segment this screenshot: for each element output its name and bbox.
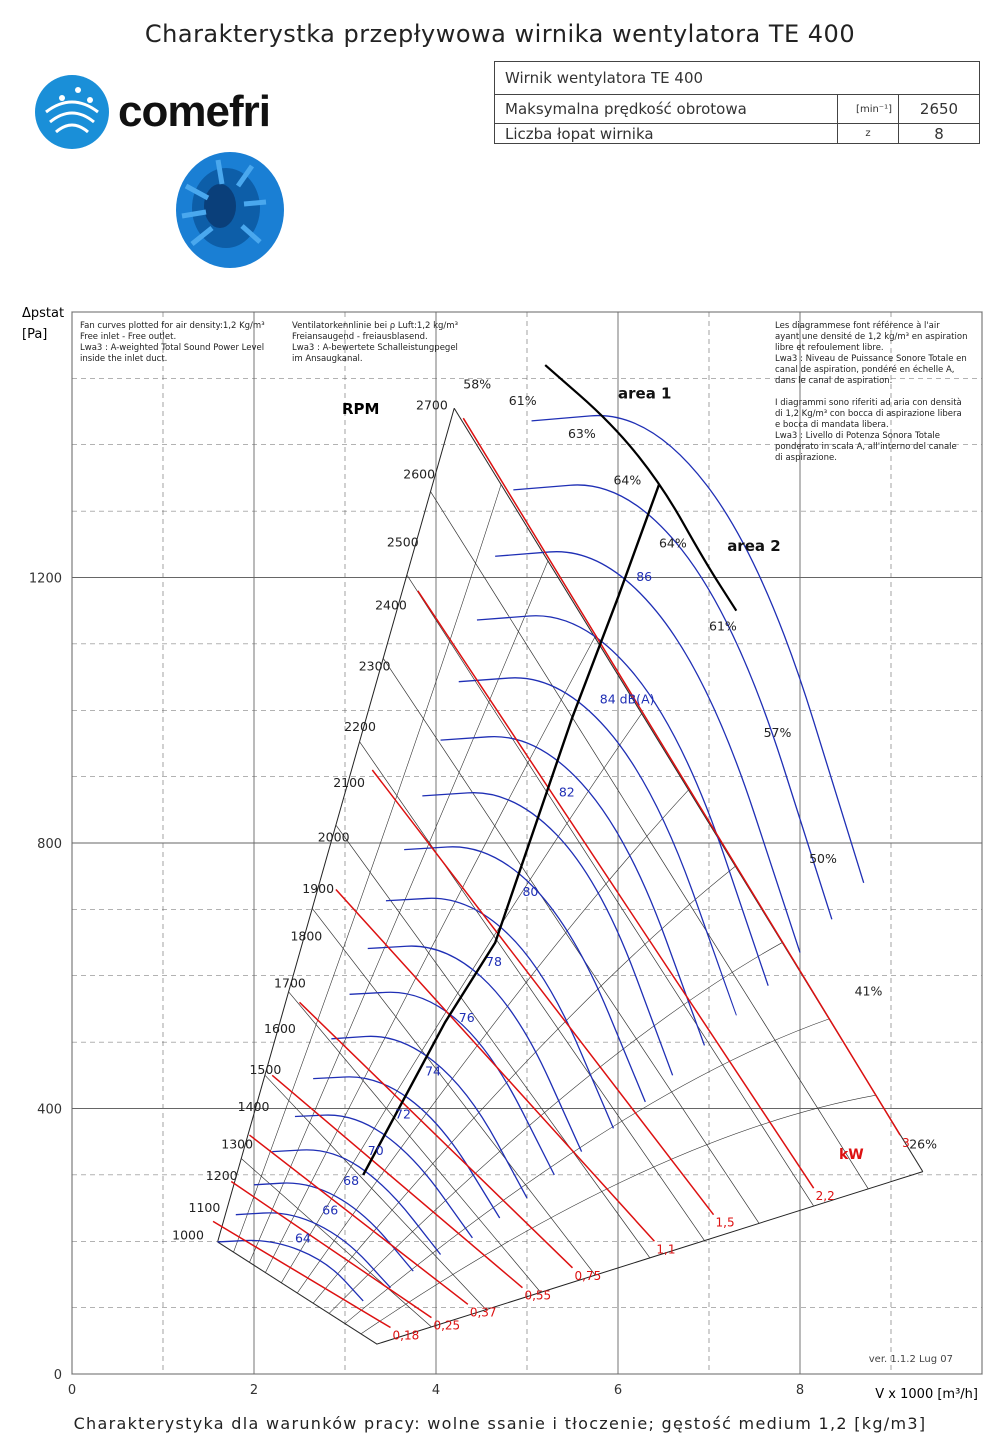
power-label: 1,1 — [656, 1242, 676, 1257]
efficiency-label: 41% — [854, 983, 883, 999]
note-en — [80, 321, 265, 364]
envelope-edge — [218, 408, 455, 1242]
note-it-line: di aspirazione. — [775, 453, 837, 463]
efficiency-ray — [407, 575, 814, 1206]
version-label: ver. 1.1.2 Lug 07 — [868, 1354, 953, 1365]
sound-level-label: 72 — [395, 1106, 411, 1122]
power-line — [249, 1135, 467, 1304]
x-tick-label: 8 — [795, 1383, 805, 1398]
y-tick-label: 800 — [37, 837, 62, 852]
spec-blades-value: 8 — [899, 124, 980, 144]
y-tick-label: 0 — [53, 1368, 62, 1383]
power-label: 0,37 — [469, 1305, 497, 1320]
sound-level-label: 70 — [367, 1142, 384, 1158]
rpm-label: 2000 — [317, 829, 350, 845]
sound-level-label: 84 dB(A) — [599, 691, 655, 707]
y-tick-label: 400 — [37, 1102, 62, 1118]
note-fr-line: Lwa3 : Niveau de Puissance Sonore Totale en — [775, 354, 967, 364]
note-it-line: di 1,2 Kg/m³ con bocca di aspirazione libera — [775, 409, 962, 419]
sound-level-label: 66 — [322, 1202, 339, 1218]
power-label: 2,2 — [815, 1189, 835, 1204]
rpm-label: 1600 — [264, 1020, 296, 1036]
efficiency-label: 50% — [809, 850, 837, 866]
power-label: 0,55 — [524, 1288, 552, 1303]
rpm-label: 2400 — [375, 597, 407, 613]
sound-level-label: 74 — [425, 1063, 441, 1079]
spec-max-speed-value: 2650 — [899, 95, 980, 124]
note-it — [775, 398, 962, 463]
rpm-label: 1300 — [221, 1136, 254, 1152]
rpm-label: 1400 — [237, 1099, 270, 1115]
power-label: 0,18 — [392, 1328, 420, 1343]
page-title: Charakterystka przepływowa wirnika wentylatora TE 400 — [144, 20, 856, 48]
sound-level-label: 78 — [486, 953, 502, 969]
efficiency-label: 58% — [463, 376, 492, 392]
power-label: 0,25 — [433, 1318, 461, 1333]
spec-model-label: Wirnik wentylatora TE 400 — [495, 62, 980, 95]
fan-speed-curve — [313, 1077, 500, 1218]
efficiency-label: 63% — [567, 426, 596, 442]
efficiency-label: 26% — [909, 1136, 937, 1152]
power-line — [372, 770, 713, 1215]
rpm-label: 1200 — [205, 1168, 238, 1184]
sound-level-label: 82 — [558, 784, 575, 800]
rpm-label: 1800 — [290, 928, 323, 944]
note-it-line: ponderato in scala A, all'interno del canale — [775, 442, 957, 452]
note-en-line: Free inlet - Free outlet. — [80, 332, 177, 342]
efficiency-ray — [431, 492, 869, 1189]
spec-blades-unit: z — [838, 124, 899, 144]
y-axis-unit: [Pa] — [22, 327, 48, 342]
rpm-label: 1900 — [302, 880, 335, 896]
note-en-line: Lwa3 : A-weighted Total Sound Power Level — [80, 343, 265, 353]
note-fr-line: libre et refoulement libre. — [775, 343, 884, 353]
note-fr-line: Les diagrammese font référence à l'air — [775, 321, 940, 331]
efficiency-ray — [312, 908, 595, 1275]
note-fr — [775, 320, 967, 386]
rpm-label: 1700 — [274, 975, 306, 991]
note-it-line: e bocca di mandata libera. — [775, 420, 889, 430]
fan-speed-curve — [236, 1213, 391, 1288]
efficiency-ray — [360, 742, 705, 1241]
y-tick-label: 1200 — [28, 571, 62, 587]
x-tick-label: 6 — [613, 1383, 623, 1398]
fan-speed-curve — [477, 616, 768, 986]
note-en-line: inside the inlet duct. — [80, 354, 168, 364]
note-it-line: I diagrammi sono riferiti ad aria con densità — [775, 398, 962, 408]
x-tick-label: 2 — [249, 1383, 259, 1398]
spec-max-speed-label: Maksymalna prędkość obrotowa — [495, 95, 838, 124]
x-tick-label: 4 — [431, 1383, 441, 1398]
rpm-label: 2200 — [344, 718, 376, 734]
rpm-label: 1000 — [172, 1227, 204, 1243]
rpm-label: 1100 — [188, 1200, 221, 1216]
note-it-line: Lwa3 : Livello di Potenza Sonora Totale — [775, 431, 941, 441]
area-label: area 2 — [727, 536, 781, 555]
efficiency-label: 64% — [613, 472, 642, 488]
rpm-label: 2600 — [403, 466, 436, 482]
brand-name: comefri — [118, 87, 270, 136]
rpm-title: RPM — [342, 400, 380, 418]
rpm-label: 1500 — [249, 1061, 282, 1077]
note-fr-line: dans le canal de aspiration. — [775, 376, 893, 386]
y-axis-title: Δpstat — [22, 306, 65, 321]
note-en-line: Fan curves plotted for air density:1,2 Kg/m³ — [80, 321, 265, 331]
fan-speed-curve — [422, 793, 672, 1079]
rpm-label: 2700 — [416, 397, 448, 413]
note-de — [292, 321, 458, 364]
rpm-label: 2500 — [386, 534, 419, 550]
area-label: area 1 — [618, 384, 672, 403]
sound-level-label: 76 — [458, 1010, 475, 1026]
rpm-label: 2100 — [333, 775, 366, 791]
power-label: 3 — [902, 1136, 910, 1151]
sound-level-label: 64 — [294, 1230, 311, 1246]
efficiency-label: 57% — [763, 724, 792, 740]
note-de-line: im Ansaugkanal. — [292, 354, 363, 364]
power-label: 0,75 — [574, 1268, 602, 1283]
power-label: 1,5 — [715, 1215, 735, 1230]
note-de-line: Lwa3 : A-bewertete Schalleistungpegel — [292, 343, 458, 353]
efficiency-label: 61% — [709, 618, 737, 634]
fan-speed-curve — [218, 1240, 364, 1301]
sound-level-label: 86 — [636, 568, 653, 584]
rpm-label: 2300 — [358, 658, 391, 674]
fan-speed-curve — [441, 737, 705, 1046]
power-line — [463, 418, 900, 1135]
efficiency-label: 61% — [508, 392, 537, 408]
note-de-line: Freiansaugend - freiausblasend. — [292, 332, 428, 342]
efficiency-ray — [289, 992, 541, 1293]
note-de-line: Ventilatorkennlinie bei ρ Luft:1,2 kg/m³ — [292, 321, 458, 331]
x-tick-label: 0 — [67, 1383, 77, 1398]
spec-blades-label: Liczba łopat wirnika — [495, 124, 838, 144]
kw-title: kW — [839, 1147, 864, 1163]
spec-max-speed-unit: [min⁻¹] — [838, 95, 899, 124]
efficiency-label: 64% — [658, 535, 687, 551]
note-fr-line: ayant une densité de 1,2 kg/m³ en aspiration — [775, 332, 968, 342]
footer-caption: Charakterystyka dla warunków pracy: wolne ssanie i tłoczenie; gęstość medium 1,2 [kg/m3] — [73, 1414, 927, 1433]
sound-level-label: 68 — [343, 1172, 360, 1188]
sound-level-label: 80 — [522, 884, 539, 900]
optimum-line — [363, 485, 659, 1175]
power-line — [418, 591, 814, 1188]
x-axis-title: V x 1000 [m³/h] — [875, 1387, 978, 1402]
note-fr-line: canal de aspiration, pondéré en échelle A, — [775, 365, 955, 375]
